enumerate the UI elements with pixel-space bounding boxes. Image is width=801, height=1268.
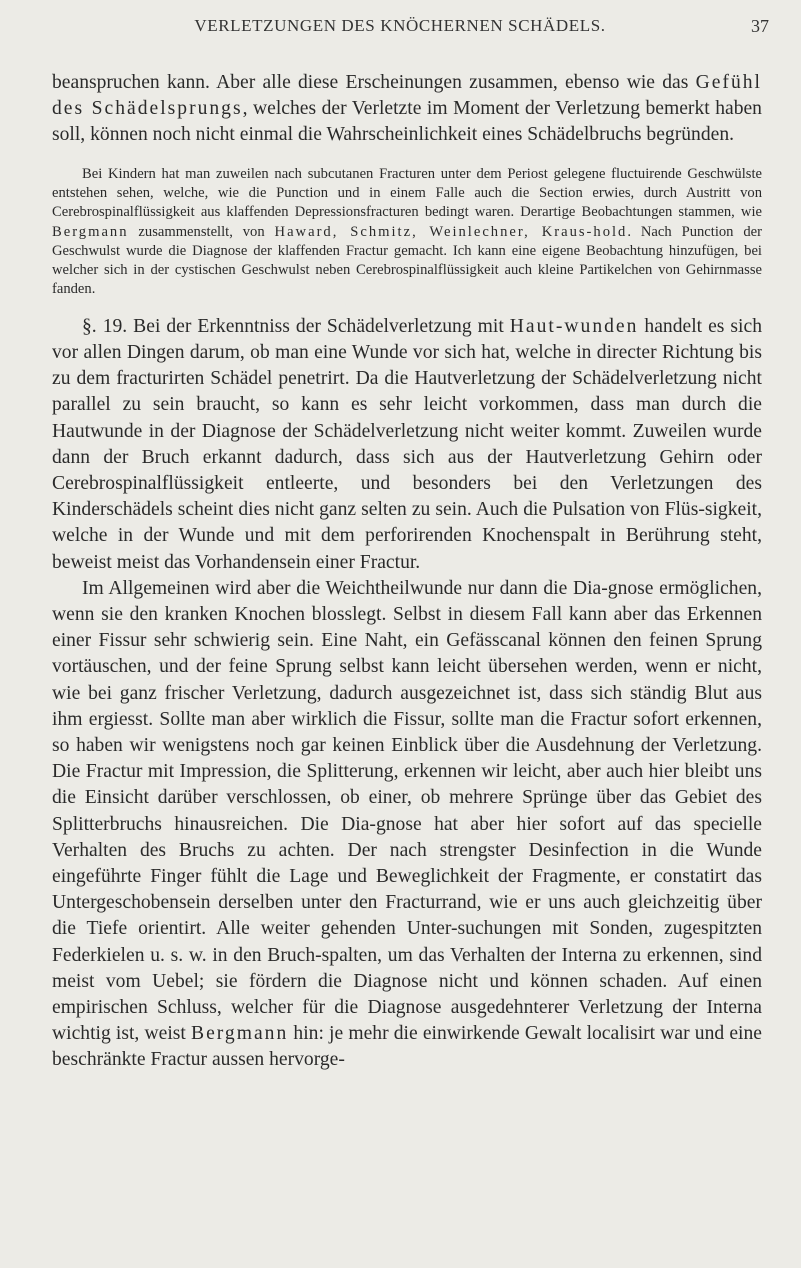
footnote-paragraph	[52, 165, 762, 300]
spaced-term: Haut-wunden	[509, 315, 639, 337]
author-name: Bergmann	[191, 1023, 289, 1045]
text-run: §. 19. Bei der Erkenntniss der Schädelverletzung mit	[82, 315, 510, 337]
spaced-term: Gefühl des Schädelsprungs	[52, 72, 762, 120]
author-names: Haward, Schmitz, Weinlechner, Kraus-hold	[274, 223, 628, 240]
page-number: 37	[751, 16, 769, 36]
running-head	[0, 16, 801, 46]
author-name: Bergmann	[52, 223, 129, 240]
text-run: zusammenstellt, von	[128, 223, 275, 240]
paragraph-19	[52, 314, 762, 576]
paragraph-3	[52, 576, 762, 1074]
text-run: hin: je mehr die einwirkende Gewalt localisirt war und eine beschränkte Fractur aussen hervorge-	[52, 1023, 762, 1071]
body-text	[52, 70, 762, 1074]
running-title: VERLETZUNGEN DES KNÖCHERNEN SCHÄDELS.	[194, 16, 606, 35]
text-run: handelt es sich vor allen Dingen darum, ob man eine Wunde vor sich hat, welche in directer Richtung bis zu dem fracturirten Schädel penetrirt. Da die Hautverletzung der Schädelverletzung nicht parallel zu sein braucht, so kann es sehr leicht vorkommen, dass man durch die Hautwunde in der Diagnose der Schädelverletzung nicht weiter kommt. Zuweilen wurde dann der Bruch erkannt dadurch, dass sich aus der Hautverletzung Gehirn oder Cerebrospinalflüssigkeit entleerte, und besonders bei den Verletzungen des Kinderschädels scheint dies nicht ganz selten zu sein. Auch die Pulsation von Flüs-sigkeit, welche in der Wunde und mit dem perforirenden Knochenspalt in Berührung steht, beweist meist das Vorhandensein einer Fractur.	[52, 315, 762, 573]
text-run: Bei Kindern hat man zuweilen nach subcutanen Fracturen unter dem Periost gelegene fluctuirende Geschwülste entstehen sehen, welche, wie die Punction und in einem Falle auch die Section erwies, durch Austritt von Cerebrospinalflüssigkeit aus klaffenden Depressionsfracturen bedingt waren. Derartige Beobachtungen stammen, wie	[52, 165, 762, 221]
paragraph-1	[52, 70, 762, 149]
text-run: , welches der Verletzte im Moment der Verletzung bemerkt haben soll, können noch nicht einmal die Wahrscheinlichkeit eines Schädelbruchs begründen.	[52, 98, 762, 146]
text-run: Im Allgemeinen wird aber die Weichtheilwunde nur dann die Dia-gnose ermöglichen, wenn sie den kranken Knochen blosslegt. Selbst in diesem Fall kann aber das Erkennen einer Fissur sehr schwierig sein. Eine Naht, ein Gefässcanal können den feinen Sprung vortäuschen, und der feine Sprung selbst kann leicht übersehen werden, wenn er nicht, wie bei ganz frischer Verletzung, dadurch ausgezeichnet ist, dass sich ständig Blut aus ihm ergiesst. Sollte man aber wirklich die Fissur, sollte man die Fractur sofort erkennen, so haben wir wenigstens noch gar keinen Einblick über die Ausdehnung der Verletzung. Die Fractur mit Impression, die Splitterung, erkennen wir leicht, aber auch hier bleibt uns die Einsicht darüber verschlossen, ob einer, ob mehrere Sprünge über das Gebiet des Splitterbruchs hinausreichen. Die Dia-gnose hat aber hier sofort auf das specielle Verhalten des Bruchs zu achten. Der nach strengster Desinfection in die Wunde eingeführte Finger fühlt die Lage und Beweglichkeit der Fragmente, er constatirt das Untergeschobensein derselben unter den Fracturrand, wie er uns auch gleichzeitig über die Tiefe orientirt. Alle weiter gehenden Unter-suchungen mit Sonden, zugespitzten Federkielen u. s. w. in den Bruch-spalten, um das Verhalten der Interna zu erkennen, sind meist vom Uebel; sie fördern die Diagnose nicht und können schaden. Auf einen empirischen Schluss, welcher für die Diagnose ausgedehnterer Verletzung der Interna wichtig ist, weist	[52, 577, 762, 1045]
text-run: . Nach Punction der Geschwulst wurde die Diagnose der klaffenden Fractur gemacht. Ich kann eine eigene Beobachtung hinzufügen, bei welcher sich in der cystischen Geschwulst neben Cerebrospinalflüssigkeit auch kleine Partikelchen von Gehirnmasse fanden.	[52, 223, 762, 298]
text-run: beanspruchen kann. Aber alle diese Erscheinungen zusammen, ebenso wie das	[52, 72, 696, 93]
